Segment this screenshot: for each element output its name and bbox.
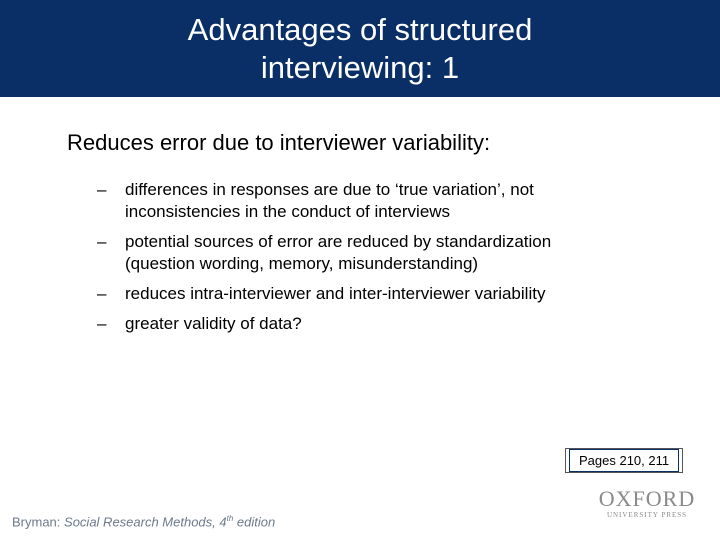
bullet-item xyxy=(97,313,657,335)
footer-edition: edition xyxy=(236,514,276,530)
pages-reference-box xyxy=(565,448,683,473)
footer-author: Bryman: xyxy=(12,514,61,530)
bullet-line: inconsistencies in the conduct of interviews xyxy=(125,202,451,221)
slide-title-line-2: interviewing: 1 xyxy=(260,49,460,85)
publisher-name: OXFORD xyxy=(598,486,696,511)
footer-superscript: th xyxy=(226,514,234,523)
bullet-item xyxy=(97,283,657,305)
footer-citation xyxy=(12,514,275,529)
bullet-line: reduces intra-interviewer and inter-interviewer variability xyxy=(125,284,546,303)
bullet-line: potential sources of error are reduced by standardization xyxy=(125,232,552,251)
title-bar xyxy=(0,0,720,97)
bullet-line: (question wording, memory, misunderstanding) xyxy=(125,254,479,273)
bullet-dash: – xyxy=(97,284,107,303)
bullet-dash: – xyxy=(97,180,107,199)
bullet-list xyxy=(97,179,657,343)
main-point: Reduces error due to interviewer variability: xyxy=(67,130,491,155)
bullet-line: greater validity of data? xyxy=(125,314,302,333)
bullet-item xyxy=(97,231,657,275)
publisher-subtitle: UNIVERSITY PRESS xyxy=(606,511,688,519)
bullet-dash: – xyxy=(97,314,107,333)
bullet-dash: – xyxy=(97,232,107,251)
bullet-line: differences in responses are due to ‘true variation’, not xyxy=(125,180,534,199)
publisher-logo xyxy=(596,488,698,520)
slide-title-line-1: Advantages of structured xyxy=(187,11,533,47)
bullet-item xyxy=(97,179,657,223)
footer-book-title: Social Research Methods, 4 xyxy=(64,514,227,530)
pages-reference: Pages 210, 211 xyxy=(569,449,679,472)
